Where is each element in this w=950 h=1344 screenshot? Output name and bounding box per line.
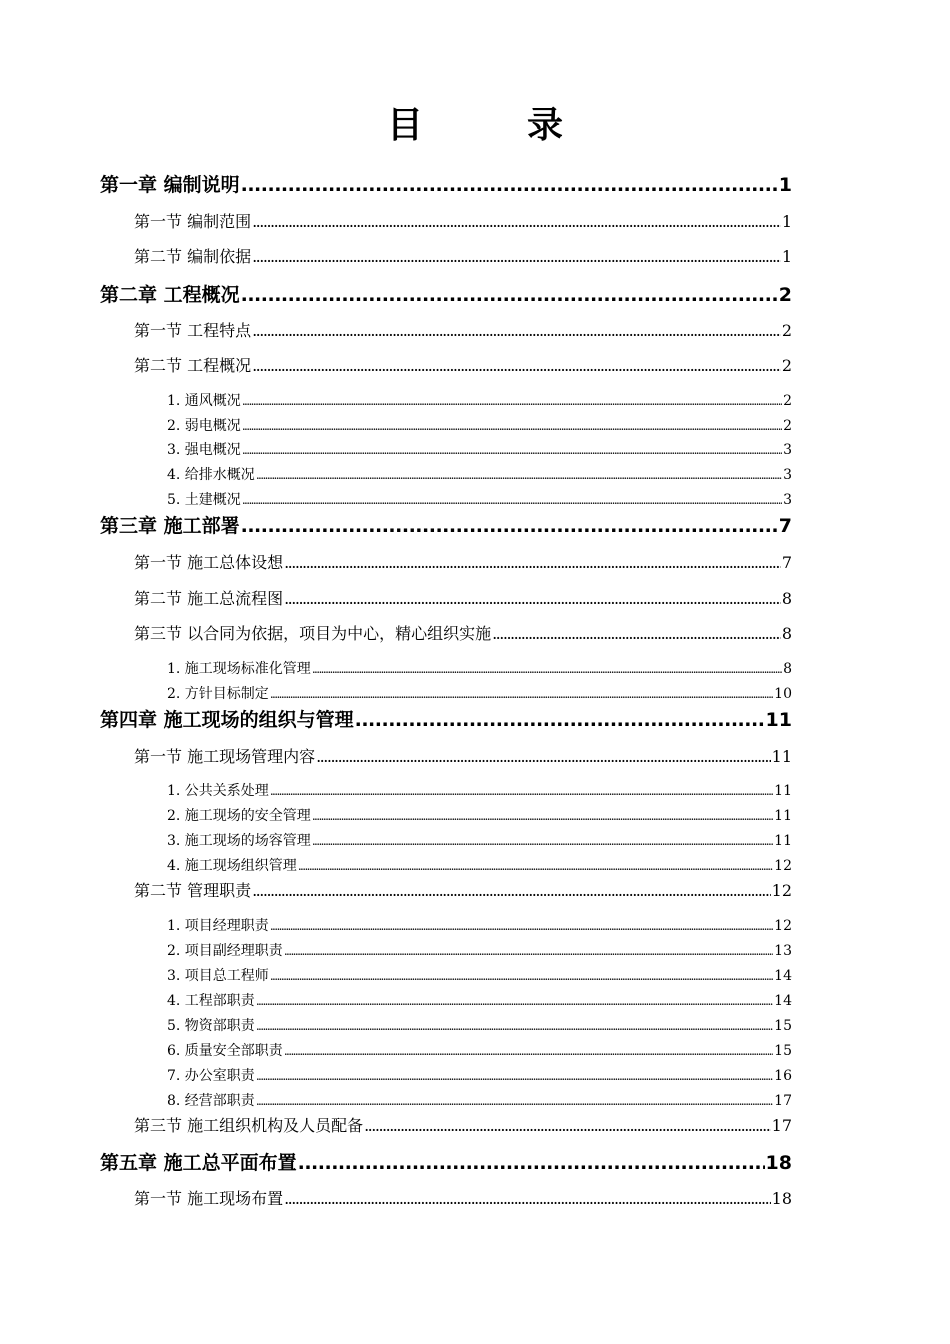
toc-page-number: 12 (771, 881, 792, 900)
toc-section-entry[interactable] (134, 246, 792, 268)
toc-entry-title: 8. 经营部职责 (167, 1093, 255, 1109)
toc-page-number: 8 (781, 589, 792, 608)
toc-entry-title: 2. 项目副经理职责 (167, 943, 283, 959)
toc-page-number: 11 (765, 709, 792, 731)
toc-entry-title: 1. 公共关系处理 (167, 783, 269, 799)
toc-entry-title: 4. 给排水概况 (167, 467, 255, 483)
toc-page-number: 2 (783, 418, 792, 434)
toc-page-number: 15 (774, 1018, 792, 1034)
toc-entry-title: 第一节 施工现场布置 (134, 1189, 284, 1208)
toc-subsection-entry[interactable] (167, 660, 792, 678)
toc-page-number: 15 (774, 1043, 792, 1059)
toc-subsection-entry[interactable] (167, 992, 792, 1010)
toc-section-entry[interactable] (134, 355, 792, 377)
toc-page-number: 11 (771, 747, 792, 766)
toc-subsection-entry[interactable] (167, 832, 792, 850)
toc-entry-title: 第四章 施工现场的组织与管理 (100, 709, 354, 731)
toc-subsection-entry[interactable] (167, 441, 792, 459)
toc-entry-title: 1. 项目经理职责 (167, 918, 269, 934)
toc-entry-title: 第二节 施工总流程图 (134, 589, 284, 608)
toc-subsection-entry[interactable] (167, 942, 792, 960)
toc-subsection-entry[interactable] (167, 417, 792, 435)
toc-page-number: 13 (774, 943, 792, 959)
toc-entry-title: 2. 弱电概况 (167, 418, 241, 434)
toc-entry-title: 第三章 施工部署 (100, 515, 240, 537)
toc-entry-title: 第三节 施工组织机构及人员配备 (134, 1116, 364, 1135)
dot-leader (316, 746, 771, 768)
toc-section-entry[interactable] (134, 623, 792, 645)
toc-entry-title: 4. 施工现场组织管理 (167, 858, 297, 874)
toc-page-number: 16 (774, 1068, 792, 1084)
dot-leader (256, 1017, 773, 1035)
dot-leader (252, 246, 781, 268)
dot-leader (252, 355, 781, 377)
toc-page-number: 1 (781, 212, 792, 231)
toc-entry-title: 7. 办公室职责 (167, 1068, 255, 1084)
toc-page-number: 2 (783, 393, 792, 409)
toc-subsection-entry[interactable] (167, 917, 792, 935)
dot-leader (284, 552, 781, 574)
toc-entry-title: 6. 质量安全部职责 (167, 1043, 283, 1059)
toc-section-entry[interactable] (134, 1115, 792, 1137)
toc-page-number: 14 (774, 968, 792, 984)
dot-leader (252, 211, 781, 233)
toc-page-number: 17 (771, 1116, 792, 1135)
toc-section-entry[interactable] (134, 746, 792, 768)
toc-page-number: 7 (778, 515, 792, 537)
toc-section-entry[interactable] (134, 588, 792, 610)
toc-subsection-entry[interactable] (167, 967, 792, 985)
dot-leader (252, 880, 771, 902)
toc-entry-title: 第一节 施工现场管理内容 (134, 747, 316, 766)
toc-page-number: 1 (781, 247, 792, 266)
dot-leader (242, 392, 782, 410)
toc-entry-title: 第一节 施工总体设想 (134, 553, 284, 572)
toc-chapter-entry[interactable] (100, 283, 792, 307)
toc-subsection-entry[interactable] (167, 857, 792, 875)
dot-leader (355, 708, 765, 732)
toc-entry-title: 第一节 工程特点 (134, 321, 252, 340)
toc-chapter-entry[interactable] (100, 708, 792, 732)
toc-page-number: 12 (774, 858, 792, 874)
dot-leader (270, 685, 773, 703)
toc-entry-title: 3. 施工现场的场容管理 (167, 833, 311, 849)
toc-subsection-entry[interactable] (167, 807, 792, 825)
dot-leader (312, 807, 773, 825)
toc-entry-title: 第二节 编制依据 (134, 247, 252, 266)
dot-leader (241, 173, 778, 197)
toc-entry-title: 第一节 编制范围 (134, 212, 252, 231)
toc-subsection-entry[interactable] (167, 1017, 792, 1035)
toc-subsection-entry[interactable] (167, 685, 792, 703)
toc-page-number: 8 (781, 624, 792, 643)
dot-leader (284, 1042, 773, 1060)
toc-entry-title: 第二章 工程概况 (100, 284, 240, 306)
toc-page-number: 10 (774, 686, 792, 702)
dot-leader (364, 1115, 771, 1137)
toc-section-entry[interactable] (134, 1188, 792, 1210)
dot-leader (256, 466, 782, 484)
toc-page-number: 2 (778, 284, 792, 306)
dot-leader (242, 441, 782, 459)
toc-subsection-entry[interactable] (167, 1067, 792, 1085)
toc-page-number: 18 (765, 1152, 792, 1174)
dot-leader (284, 1188, 771, 1210)
toc-page-number: 3 (783, 467, 792, 483)
dot-leader (256, 992, 773, 1010)
dot-leader (298, 857, 773, 875)
dot-leader (312, 660, 782, 678)
toc-subsection-entry[interactable] (167, 466, 792, 484)
toc-subsection-entry[interactable] (167, 1092, 792, 1110)
toc-section-entry[interactable] (134, 320, 792, 342)
dot-leader (241, 514, 778, 538)
toc-subsection-entry[interactable] (167, 1042, 792, 1060)
dot-leader (256, 1092, 773, 1110)
dot-leader (242, 417, 782, 435)
toc-page-number: 17 (774, 1093, 792, 1109)
toc-entry-title: 5. 物资部职责 (167, 1018, 255, 1034)
dot-leader (284, 942, 773, 960)
toc-chapter-entry[interactable] (100, 173, 792, 197)
toc-entry-title: 5. 土建概况 (167, 492, 241, 508)
toc-chapter-entry[interactable] (100, 514, 792, 538)
toc-page-number: 3 (783, 492, 792, 508)
toc-entry-title: 第一章 编制说明 (100, 174, 240, 196)
dot-leader (270, 967, 773, 985)
toc-page-number: 2 (781, 321, 792, 340)
dot-leader (298, 1151, 765, 1175)
dot-leader (284, 588, 781, 610)
toc-entry-title: 3. 强电概况 (167, 442, 241, 458)
toc-page-number: 18 (771, 1189, 792, 1208)
toc-entry-title: 1. 施工现场标准化管理 (167, 661, 311, 677)
toc-subsection-entry[interactable] (167, 782, 792, 800)
dot-leader (252, 320, 781, 342)
toc-entry-title: 1. 通风概况 (167, 393, 241, 409)
dot-leader (312, 832, 773, 850)
toc-entry-title: 第二节 管理职责 (134, 881, 252, 900)
toc-subsection-entry[interactable] (167, 392, 792, 410)
toc-page-number: 12 (774, 918, 792, 934)
toc-page-number: 8 (783, 661, 792, 677)
toc-entry-title: 4. 工程部职责 (167, 993, 255, 1009)
toc-entry-title: 第五章 施工总平面布置 (100, 1152, 297, 1174)
toc-chapter-entry[interactable] (100, 1151, 792, 1175)
dot-leader (242, 491, 782, 509)
toc-page-number: 1 (778, 174, 792, 196)
toc-section-entry[interactable] (134, 880, 792, 902)
dot-leader (256, 1067, 773, 1085)
toc-entry-title: 2. 方针目标制定 (167, 686, 269, 702)
toc-entry-title: 3. 项目总工程师 (167, 968, 269, 984)
dot-leader (270, 782, 773, 800)
toc-page-number: 3 (783, 442, 792, 458)
toc-page-number: 11 (774, 808, 792, 824)
dot-leader (241, 283, 778, 307)
toc-subsection-entry[interactable] (167, 491, 792, 509)
toc-entry-title: 第三节 以合同为依据，项目为中心，精心组织实施 (134, 624, 492, 643)
toc-page-number: 14 (774, 993, 792, 1009)
dot-leader (492, 623, 781, 645)
toc-entry-title: 2. 施工现场的安全管理 (167, 808, 311, 824)
toc-entry-title: 第二节 工程概况 (134, 356, 252, 375)
toc-section-entry[interactable] (134, 211, 792, 233)
page-title: 目 录 (386, 105, 597, 146)
dot-leader (270, 917, 773, 935)
toc-page-number: 11 (774, 833, 792, 849)
toc-page-number: 7 (781, 553, 792, 572)
toc-page-number: 2 (781, 356, 792, 375)
toc-section-entry[interactable] (134, 552, 792, 574)
toc-page-number: 11 (774, 783, 792, 799)
